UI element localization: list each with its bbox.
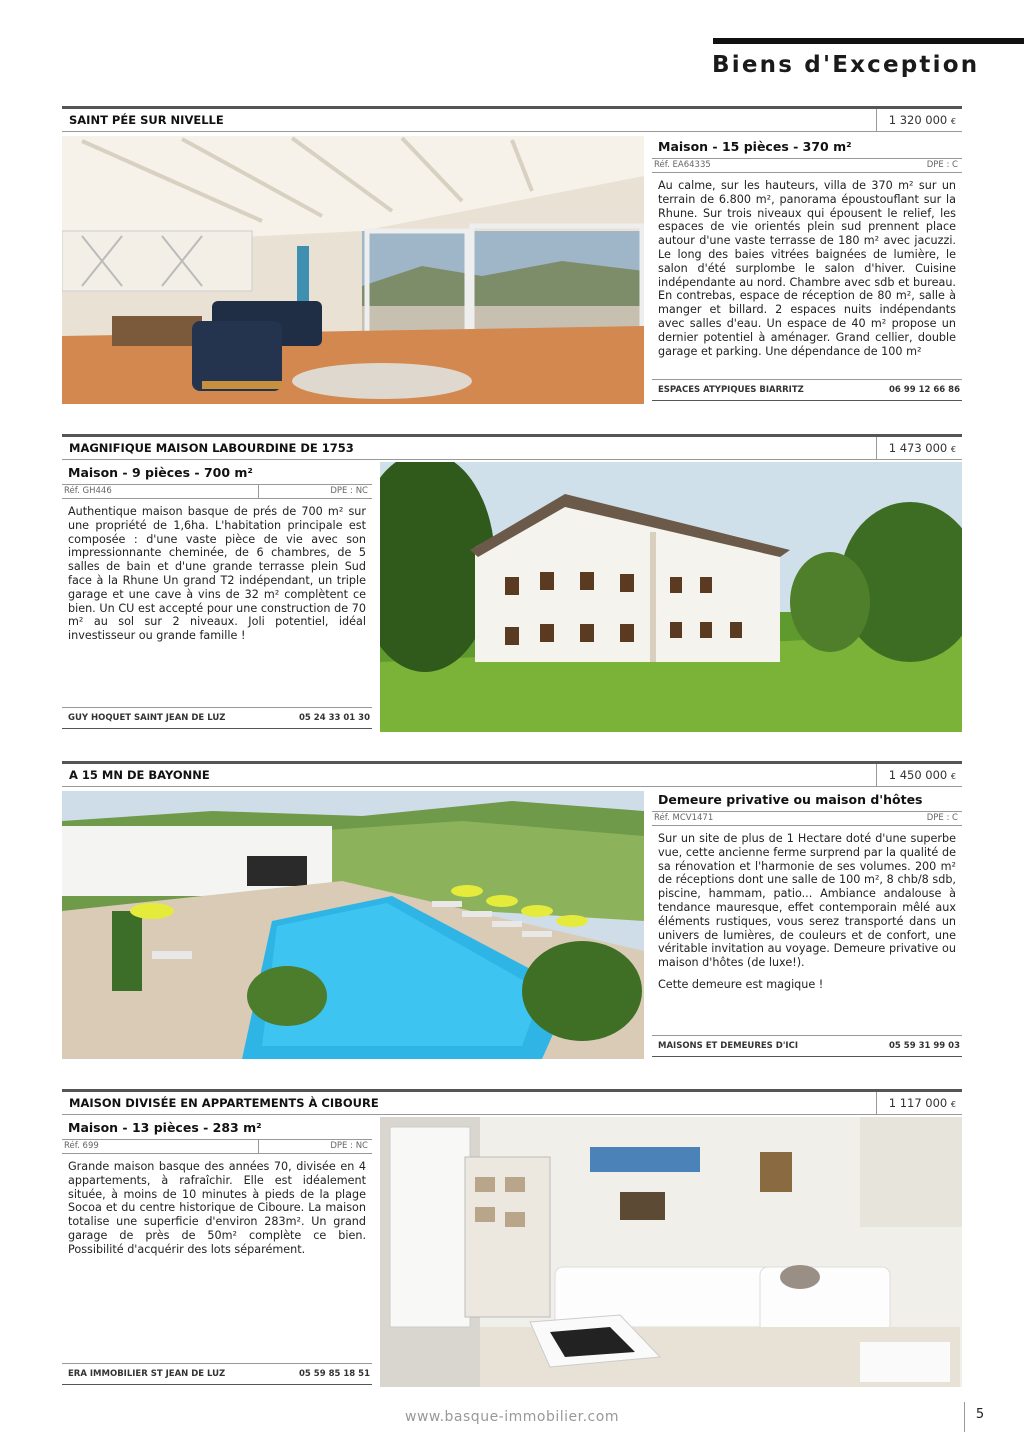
listing-ref: Réf. EA64335: [654, 160, 711, 170]
listing-meta: [62, 484, 372, 499]
listing-location: MAISON DIVISÉE EN APPARTEMENTS À CIBOURE: [69, 1096, 379, 1110]
listing-photo-salon: [380, 1117, 962, 1387]
page-title: Biens d'Exception: [712, 52, 980, 78]
listing-type: Maison - 15 pièces - 370 m²: [658, 139, 852, 154]
listing-description-closing: Cette demeure est magique !: [658, 977, 824, 991]
listing-header: [62, 1089, 962, 1115]
listing-contact: [62, 1363, 372, 1385]
listing-location: A 15 MN DE BAYONNE: [69, 768, 210, 782]
listing-meta: [652, 811, 962, 826]
listing-location: SAINT PÉE SUR NIVELLE: [69, 113, 224, 127]
listing-saint-pee: [62, 106, 962, 406]
listing-photo-living-room: [62, 136, 644, 404]
listing-labourdine: [62, 434, 962, 734]
listing-contact: [652, 379, 962, 401]
footer-website[interactable]: www.basque-immobilier.com: [405, 1409, 619, 1425]
agency-phone[interactable]: 05 59 31 99 03: [889, 1041, 960, 1051]
listing-header: [62, 434, 962, 460]
listing-price: 1 450 000 €: [876, 764, 962, 786]
listing-meta: [652, 158, 962, 173]
agency-phone[interactable]: 05 59 85 18 51: [299, 1369, 370, 1379]
agency-phone[interactable]: 05 24 33 01 30: [299, 713, 370, 723]
listing-details: [652, 136, 962, 404]
listing-photo-basque-house: [380, 462, 962, 732]
listing-type: Maison - 9 pièces - 700 m²: [68, 465, 253, 480]
listing-bayonne: [62, 761, 962, 1061]
agency-name: ERA IMMOBILIER ST JEAN DE LUZ: [68, 1369, 226, 1379]
listing-location: MAGNIFIQUE MAISON LABOURDINE DE 1753: [69, 441, 354, 455]
listing-ref: Réf. 699: [64, 1141, 99, 1151]
page-number: 5: [964, 1402, 995, 1432]
listing-type: Demeure privative ou maison d'hôtes: [658, 792, 923, 807]
listing-description: Authentique maison basque de prés de 700 m² sur une propriété de 1,6ha. L'habitation principale est composée : d'une vaste pièce de vie avec son impressionnante cheminée, de 6 chambres, de 5 salles de bain et d'une grande terrasse plein Sud face à la Rhune Un grand T2 indépendant, un triple garage et une cave à vins de 32 m² complètent ce bien. Un CU est accepté pour une construction de 70 m² au sol sur 2 niveaux. Joli potentiel, idéal investisseur ou grande famille !: [68, 505, 366, 643]
listing-ref: Réf. MCV1471: [654, 813, 714, 823]
agency-name: MAISONS ET DEMEURES D'ICI: [658, 1041, 798, 1051]
listing-price: 1 473 000 €: [876, 437, 962, 459]
listing-price: 1 117 000 €: [876, 1092, 962, 1114]
listing-details: [62, 1117, 372, 1387]
listing-details: [652, 789, 962, 1059]
listing-contact: [62, 707, 372, 729]
listing-meta: [62, 1139, 372, 1154]
agency-name: ESPACES ATYPIQUES BIARRITZ: [658, 385, 804, 395]
listing-header: [62, 106, 962, 132]
agency-name: GUY HOQUET SAINT JEAN DE LUZ: [68, 713, 226, 723]
listing-dpe: DPE : C: [926, 813, 958, 823]
listing-description: Sur un site de plus de 1 Hectare doté d'une superbe vue, cette ancienne ferme surprend par la qualité de sa rénovation et l'harmonie de ses volumes. 200 m² de réceptions dont une salle de 100 m², 8 chb/8 sdb, piscine, hammam, patio... Ambiance andalouse à tendance mauresque, effet contemporain mêlé aux éléments rustiques, vous serez transporté dans un univers de lumières, de couleurs et de confort, une véritable invitation au voyage. Demeure privative ou maison d'hôtes (de luxe!).: [658, 832, 956, 970]
listing-description: Grande maison basque des années 70, divisée en 4 appartements, à rafraîchir. Elle est idéalement située, à moins de 10 minutes à pieds de la plage Socoa et du centre historique de Ciboure. La maison totalise une superficie d'environ 283m². Un grand garage de près de 50m² complète ce bien. Possibilité d'acquérir des lots séparément.: [68, 1160, 366, 1256]
agency-phone[interactable]: 06 99 12 66 86: [889, 385, 960, 395]
listing-dpe: DPE : NC: [330, 486, 368, 496]
listing-dpe: DPE : NC: [330, 1141, 368, 1151]
header-bar: [713, 38, 1024, 44]
listing-header: [62, 761, 962, 787]
listing-photo-pool: [62, 791, 644, 1059]
listing-contact: [652, 1035, 962, 1057]
listing-details: [62, 462, 372, 732]
listing-type: Maison - 13 pièces - 283 m²: [68, 1120, 262, 1135]
listing-ref: Réf. GH446: [64, 486, 112, 496]
listing-ciboure: [62, 1089, 962, 1389]
listing-dpe: DPE : C: [926, 160, 958, 170]
listing-price: 1 320 000 €: [876, 109, 962, 131]
listing-description: Au calme, sur les hauteurs, villa de 370 m² sur un terrain de 6.800 m², panorama époustouflant sur la Rhune. Sur trois niveaux qui épousent le relief, les espaces de vie orientés plein sud prennent place autour d'une vaste terrasse de 180 m² avec jacuzzi. Le long des baies vitrées baignées de lumière, le salon d'été surplombe le salon d'hiver. Cuisine indépendante au nord. Chambre avec sdb et bureau. En contrebas, espace de réception de 80 m², salle à manger et billard. 2 espaces nuits indépendants avec salles d'eau. Un espace de 40 m² propose un dernier potentiel à aménager. Grand cellier, double garage et parking. Une dépendance de 100 m²: [658, 179, 956, 358]
